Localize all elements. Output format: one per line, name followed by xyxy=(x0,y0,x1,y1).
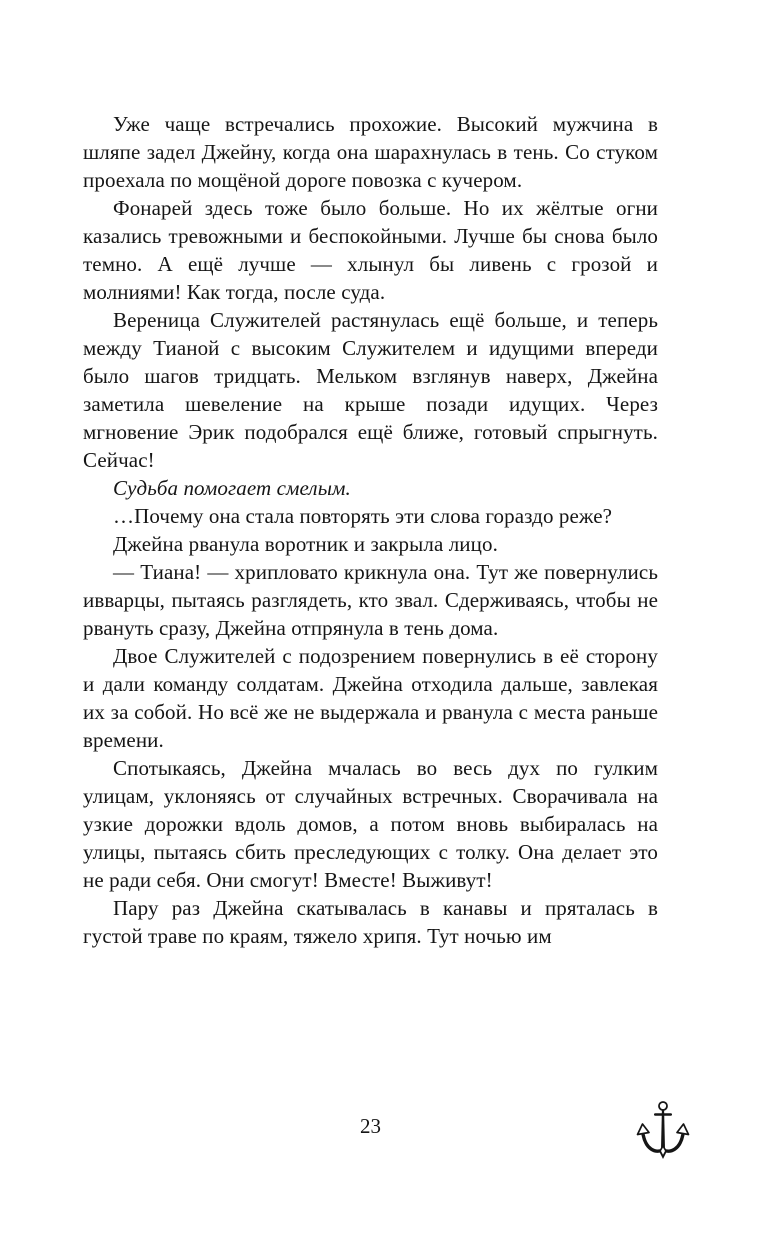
page-number: 23 xyxy=(360,1114,381,1138)
body-text xyxy=(83,110,658,950)
paragraph: Пару раз Джейна скатывалась в канавы и пряталась в густой траве по краям, тяжело хрипя. Тут ночью им xyxy=(83,896,658,948)
paragraph: Уже чаще встречались прохожие. Высокий мужчина в шляпе задел Джейну, когда она шарахнулась в тень. Со стуком проехала по мощёной дороге повозка с кучером. xyxy=(83,112,658,192)
paragraph: Джейна рванула воротник и закрыла лицо. xyxy=(113,532,498,556)
anchor-icon xyxy=(636,1100,690,1162)
paragraph: Двое Служителей с подозрением повернулись в её сторону и дали команду солдатам. Джейна отходила дальше, завлекая их за собой. Но всё же не выдержала и рванула с места раньше времени. xyxy=(83,644,658,752)
paragraph: Вереница Служителей растянулась ещё больше, и теперь между Тианой с высоким Служителем и идущими впереди было шагов тридцать. Мельком взглянув наверх, Джейна заметила шевеление на крыше позади идущих. Через мгновение Эрик подобрался ещё ближе, готовый спрыгнуть. Сейчас! xyxy=(83,308,658,472)
paragraph: Спотыкаясь, Джейна мчалась во весь дух по гулким улицам, уклоняясь от случайных встречных. Сворачивала на узкие дорожки вдоль домов, а потом вновь выбиралась на улицы, пытаясь сбить преследующих с толку. Она делает это не ради себя. Они смогут! Вместе! Выживут! xyxy=(83,756,658,892)
paragraph: …Почему она стала повторять эти слова гораздо реже? xyxy=(113,504,613,528)
paragraph: — Тиана! — хрипловато крикнула она. Тут же повернулись ивварцы, пытаясь разглядеть, кто звал. Сдерживаясь, чтобы не рвануть сразу, Джейна отпрянула в тень дома. xyxy=(83,560,658,640)
paragraph-epigraph: Судьба помогает смелым. xyxy=(113,476,351,500)
paragraph: Фонарей здесь тоже было больше. Но их жёлтые огни казались тревожными и беспокойными. Лучше бы снова было темно. А ещё лучше — хлынул бы ливень с грозой и молниями! Как тогда, после суда. xyxy=(83,196,658,304)
